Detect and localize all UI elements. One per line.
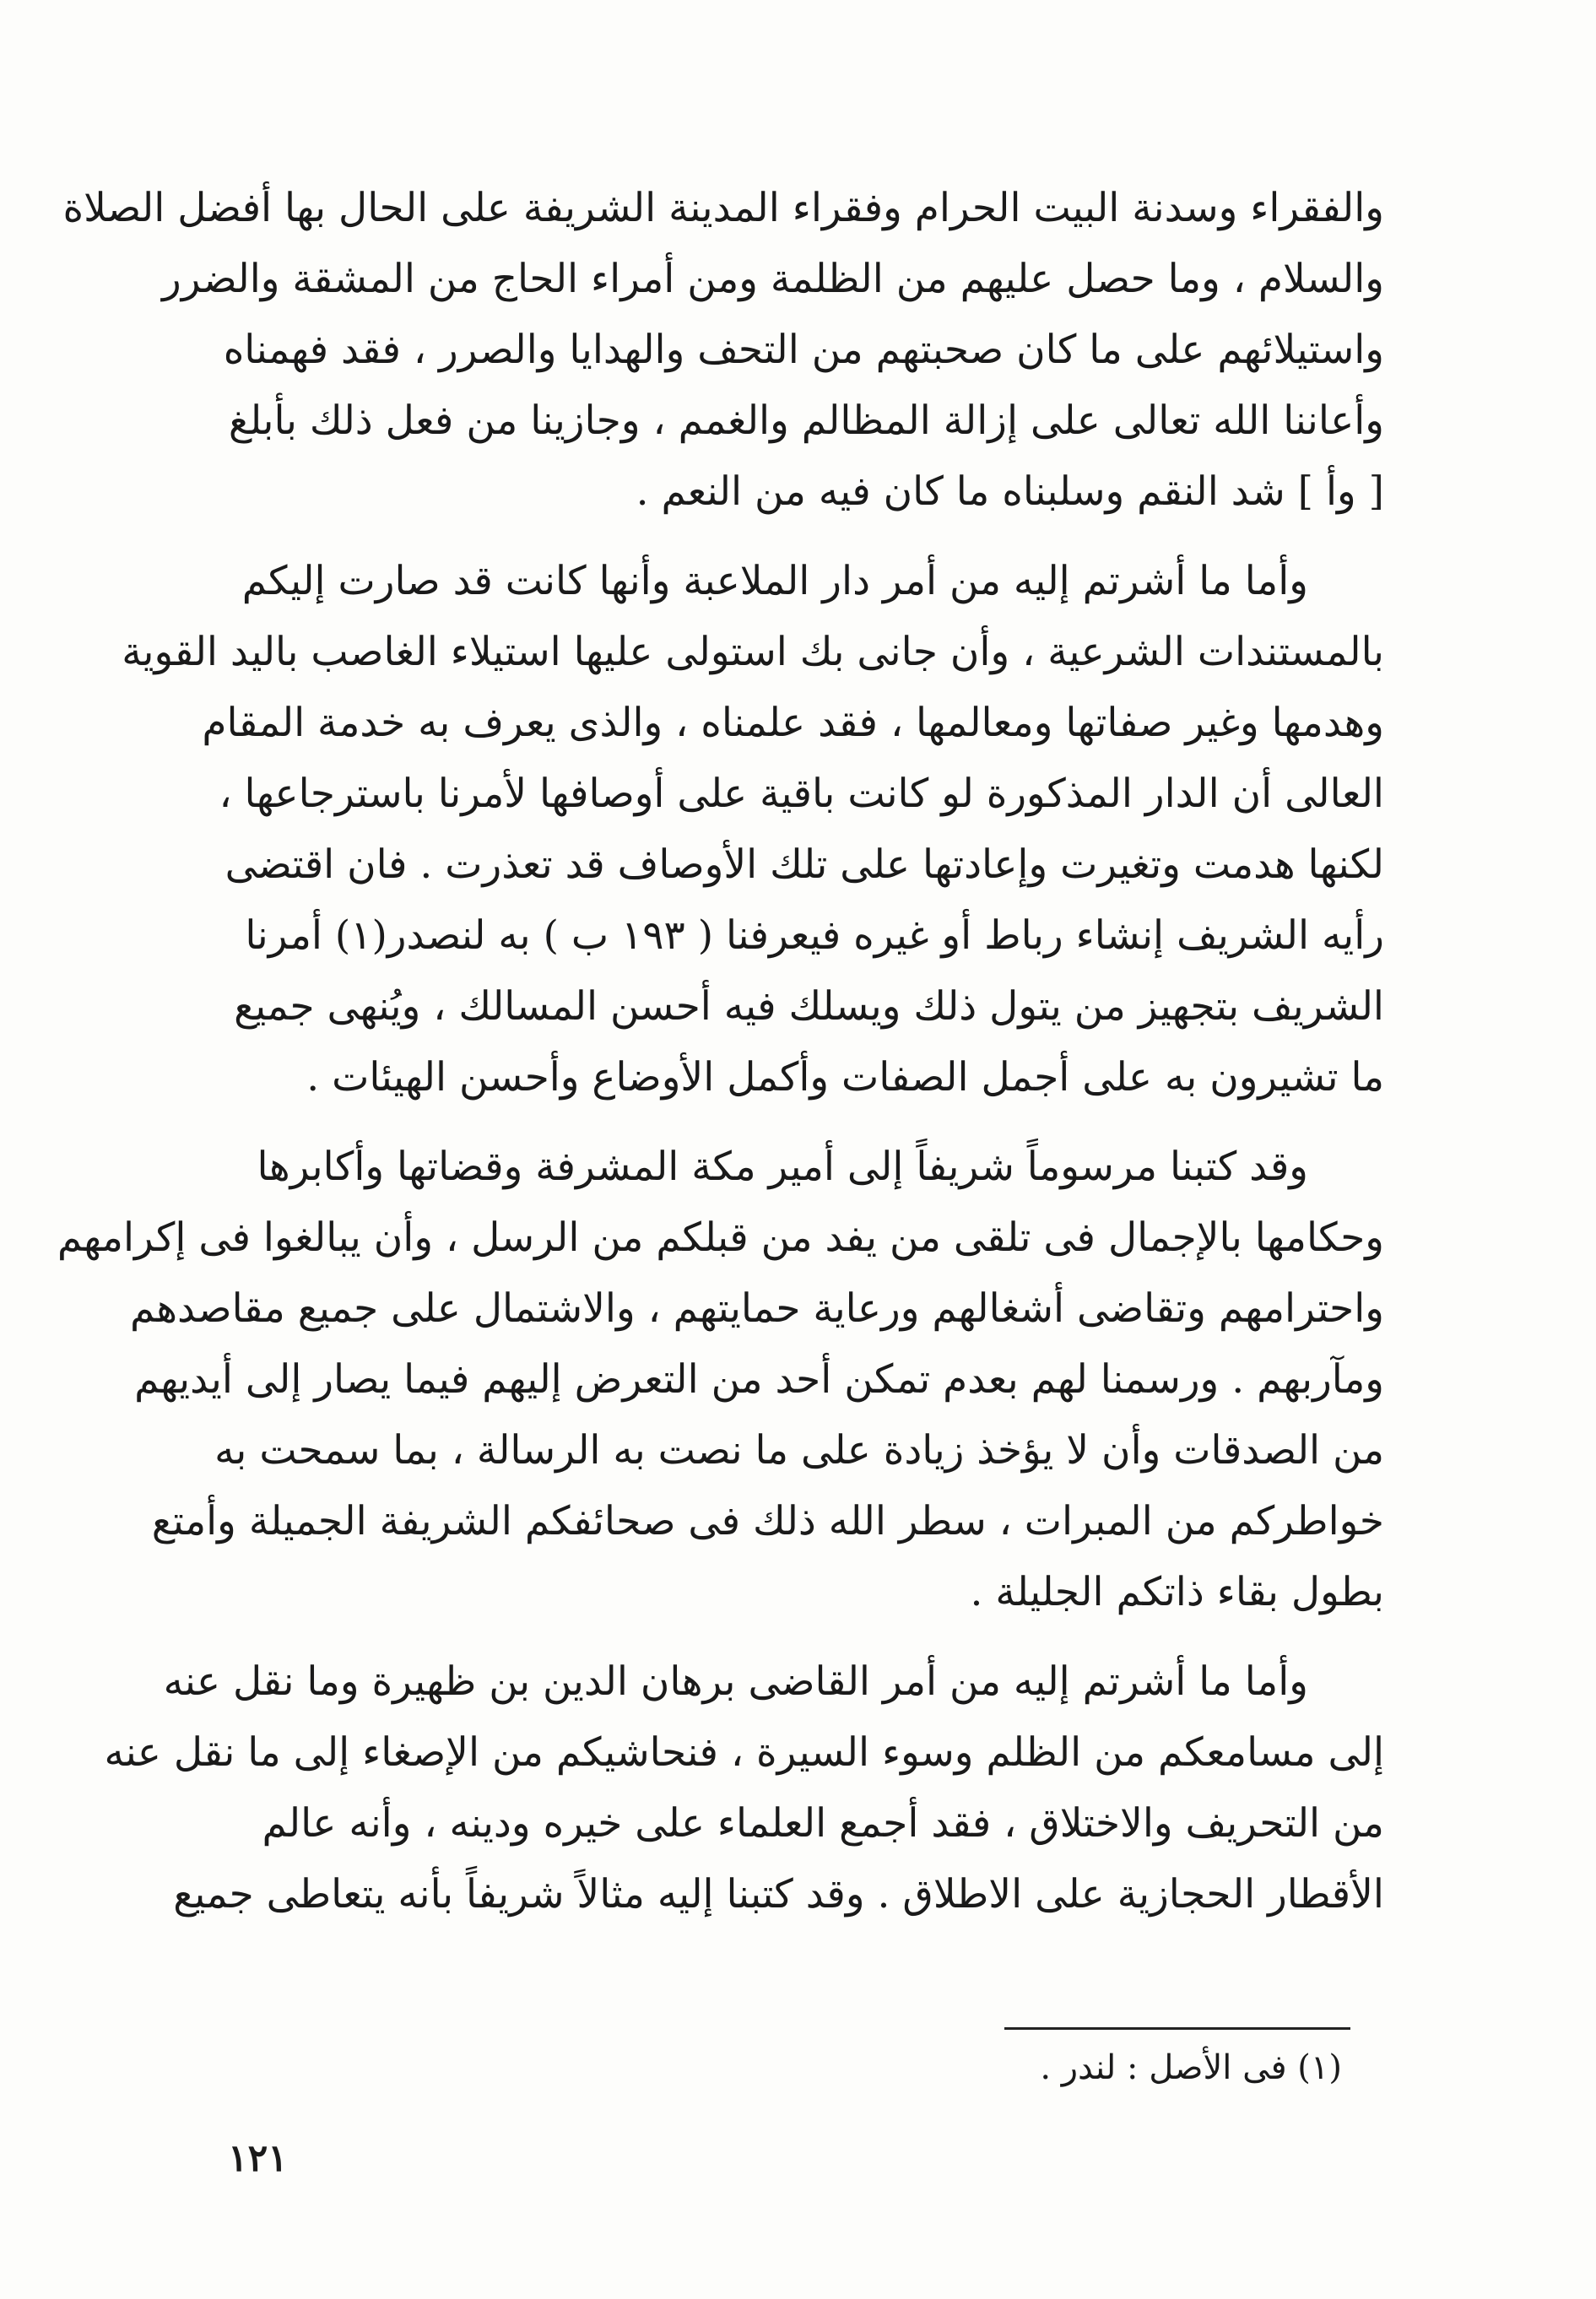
text-line: العالى أن الدار المذكورة لو كانت باقية على أوصافها لأمرنا باسترجاعها ، [219, 771, 1384, 817]
text-line: وقد كتبنا مرسوماً شريفاً إلى أمير مكة المشرفة وقضاتها وأكابرها [257, 1144, 1308, 1190]
text-line: واحترامهم وتقاضى أشغالهم ورعاية حمايتهم ، والاشتمال على جميع مقاصدهم [129, 1285, 1384, 1332]
text-line: من الصدقات وأن لا يؤخذ زيادة على ما نصت به الرسالة ، بما سمحت به [214, 1427, 1384, 1474]
text-line: لكنها هدمت وتغيرت وإعادتها على تلك الأوصاف قد تعذرت . فان اقتضى [225, 841, 1384, 888]
text-line: والسلام ، وما حصل عليهم من الظلمة ومن أمراء الحاج من المشقة والضرر [162, 256, 1384, 302]
paragraph-3 [57, 1132, 1384, 1628]
text-line: وهدمها وغير صفاتها ومعالمها ، فقد علمناه ، والذى يعرف به خدمة المقام [202, 700, 1384, 746]
footnote-divider [1004, 2027, 1350, 2030]
page-number: ١٢١ [228, 2137, 288, 2180]
text-line: ما تشيرون به على أجمل الصفات وأكمل الأوضاع وأحسن الهيئات . [306, 1054, 1384, 1101]
paragraph-4 [104, 1647, 1384, 1930]
body-text [57, 173, 1384, 1949]
text-line: وحكامها بالإجمال فى تلقى من يفد من قبلكم من الرسل ، وأن يبالغوا فى إكرامهم [57, 1214, 1384, 1261]
text-line: واستيلائهم على ما كان صحبتهم من التحف والهدايا والصرر ، فقد فهمناه [223, 327, 1384, 373]
footnote: (١) فى الأصل : لندر . [1040, 2048, 1342, 2087]
paragraph-1 [62, 173, 1384, 527]
text-line: رأيه الشريف إنشاء رباط أو غيره فيعرفنا ( ١٩٣ ب ) به لنصدر(١) أمرنا [245, 912, 1384, 959]
text-line: والفقراء وسدنة البيت الحرام وفقراء المدينة الشريفة على الحال بها أفضل الصلاة [62, 185, 1384, 231]
text-line: من التحريف والاختلاق ، فقد أجمع العلماء على خيره ودينه ، وأنه عالم [262, 1800, 1384, 1847]
text-line: ومآربهم . ورسمنا لهم بعدم تمكن أحد من التعرض إليهم فيما يصار إلى أيديهم [134, 1356, 1384, 1403]
text-line: وأعاننا الله تعالى على إزالة المظالم والغمم ، وجازينا من فعل ذلك بأبلغ [228, 398, 1384, 444]
text-line: [ وأ ] شد النقم وسلبناه ما كان فيه من النعم . [636, 468, 1384, 515]
text-line: الشريف بتجهيز من يتول ذلك ويسلك فيه أحسن المسالك ، ويُنهى جميع [234, 983, 1384, 1030]
text-line: بالمستندات الشرعية ، وأن جانى بك استولى عليها استيلاء الغاصب باليد القوية [122, 629, 1384, 675]
text-line: خواطركم من المبرات ، سطر الله ذلك فى صحائفكم الشريفة الجميلة وأمتع [151, 1498, 1384, 1544]
paragraph-2 [122, 546, 1384, 1113]
text-line: الأقطار الحجازية على الاطلاق . وقد كتبنا إليه مثالاً شريفاً بأنه يتعاطى جميع [173, 1871, 1384, 1918]
text-line: وأما ما أشرتم إليه من أمر دار الملاعبة وأنها كانت قد صارت إليكم [241, 558, 1308, 604]
text-line: إلى مسامعكم من الظلم وسوء السيرة ، فنحاشيكم من الإصغاء إلى ما نقل عنه [104, 1729, 1384, 1776]
text-line: وأما ما أشرتم إليه من أمر القاضى برهان الدين بن ظهيرة وما نقل عنه [163, 1658, 1308, 1705]
text-line: بطول بقاء ذاتكم الجليلة . [970, 1569, 1384, 1615]
